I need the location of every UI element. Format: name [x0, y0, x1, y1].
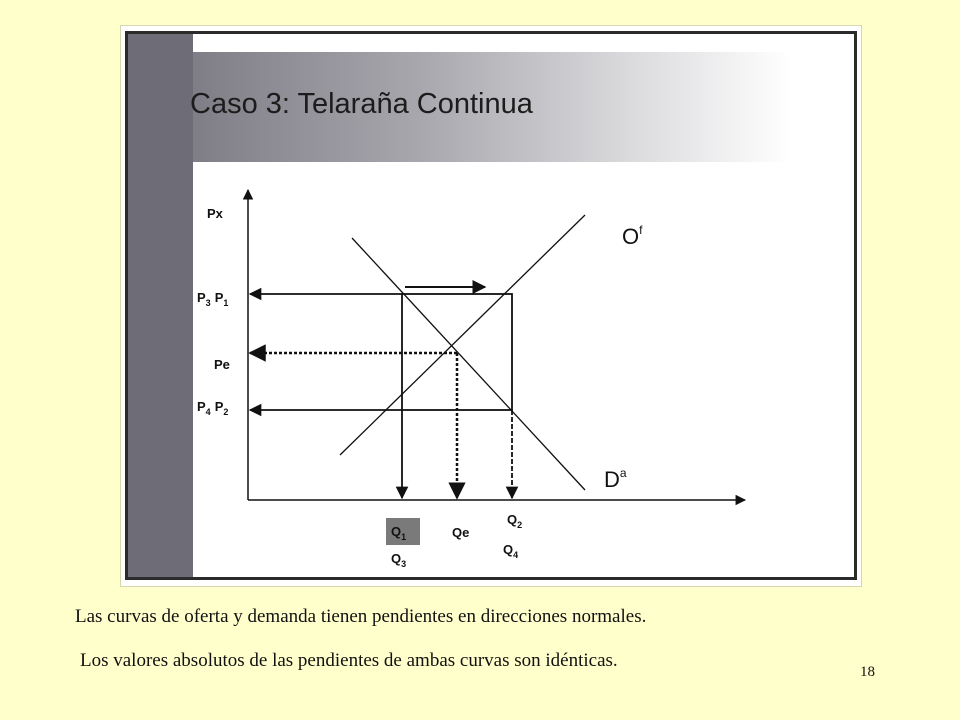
quantity-label-q1: $Q_1$ — [391, 524, 407, 542]
slide-title: Caso 3: Telaraña Continua — [190, 88, 533, 120]
demand-label: $D^a$ — [604, 466, 627, 492]
price-label-pe: Pe — [214, 357, 230, 372]
y-axis-label: Px — [207, 206, 223, 221]
page-number: 18 — [860, 664, 875, 680]
supply-label: $O^f$ — [622, 223, 643, 249]
caption-slopes-direction: Las curvas de oferta y demanda tienen pendientes en direcciones normales. — [75, 606, 647, 627]
supply-curve — [340, 215, 585, 455]
quantity-label-qe: Qe — [452, 525, 470, 540]
quantity-label-q4: $Q_4$ — [503, 542, 519, 560]
quantity-label-q2: $Q_2$ — [507, 512, 523, 530]
quantity-label-q3: $Q_3$ — [391, 551, 407, 569]
demand-curve — [352, 238, 585, 490]
caption-slopes-equal: Los valores absolutos de las pendientes de ambas curvas son idénticas. — [80, 650, 618, 671]
price-label-p4-p2: $P_4$ $P_2$ — [197, 399, 229, 417]
price-label-p3-p1: $P_3$ $P_1$ — [197, 290, 229, 308]
